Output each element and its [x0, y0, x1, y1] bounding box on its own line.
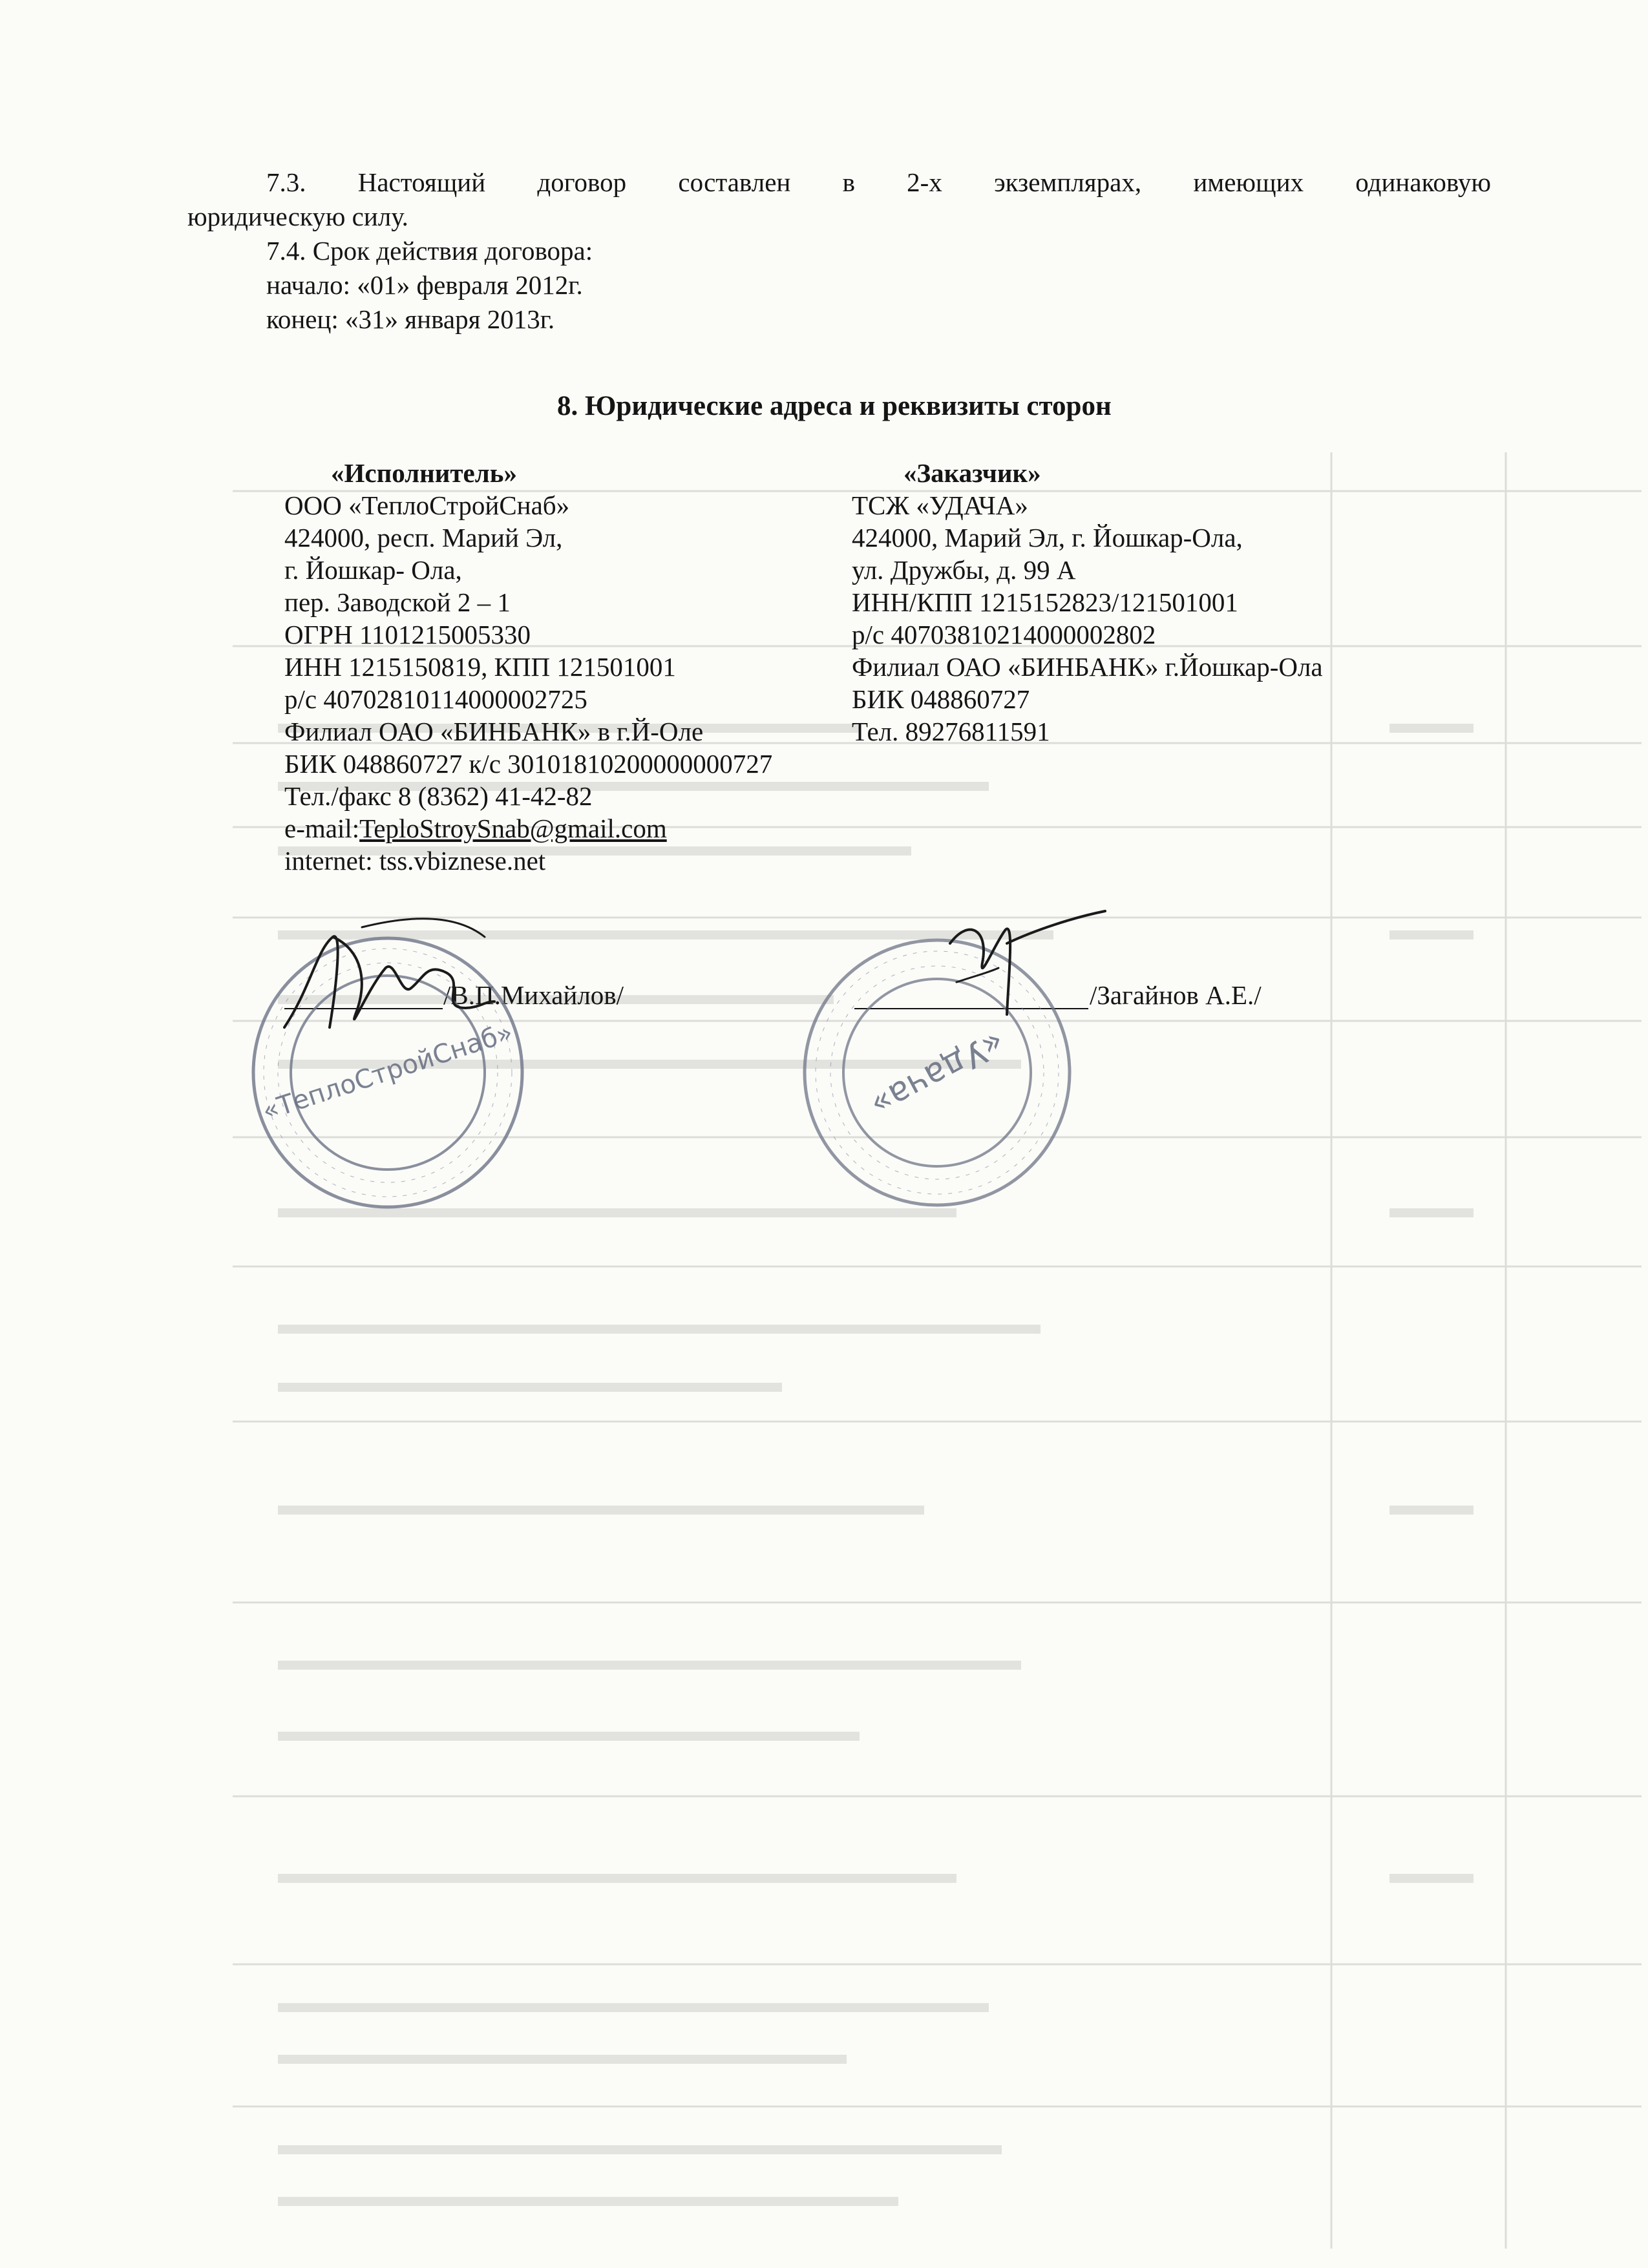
section-8-title: 8. Юридические адреса и реквизиты сторон: [557, 391, 1112, 421]
executor-phone: Тел./факс 8 (8362) 41-42-82: [284, 781, 593, 811]
executor-internet: internet: tss.vbiznese.net: [284, 846, 546, 876]
customer-inn-kpp: ИНН/КПП 1215152823/121501001: [852, 587, 1238, 617]
executor-address-line: г. Йошкар- Ола,: [284, 555, 462, 585]
customer-address-line: ул. Дружбы, д. 99 А: [852, 555, 1076, 585]
executor-account: р/с 40702810114000002725: [284, 684, 587, 714]
executor-inn-kpp: ИНН 1215150819, КПП 121501001: [284, 652, 676, 682]
executor-heading: «Исполнитель»: [331, 458, 517, 488]
customer-bank: Филиал ОАО «БИНБАНК» г.Йошкар-Ола: [852, 652, 1323, 682]
contract-start-date: начало: «01» февраля 2012г.: [266, 270, 583, 300]
executor-address-line: пер. Заводской 2 – 1: [284, 587, 511, 617]
executor-stamp-text: «ТеплоСтройСнаб»: [259, 1017, 517, 1127]
clause-7-3-line-1: 7.3. Настоящий договор составлен в 2-х экземплярах, имеющих одинаковую: [266, 167, 1491, 197]
executor-ogrn: ОГРН 1101215005330: [284, 620, 531, 649]
customer-company: ТСЖ «УДАЧА»: [852, 490, 1028, 520]
customer-stamp-text: «Удача»: [863, 1022, 1011, 1125]
clause-7-3-line-2: юридическую силу.: [187, 202, 408, 231]
customer-signature-name: /Загайнов А.Е./: [1090, 980, 1262, 1010]
customer-account: р/с 40703810214000002802: [852, 620, 1156, 649]
executor-address-line: 424000, респ. Марий Эл,: [284, 523, 563, 552]
executor-handwritten-signature: [271, 911, 504, 1053]
executor-signature-name: /В.П.Михайлов/: [443, 980, 624, 1010]
customer-bik: БИК 048860727: [852, 684, 1030, 714]
customer-address-line: 424000, Марий Эл, г. Йошкар-Ола,: [852, 523, 1243, 552]
executor-email-row: [284, 813, 667, 844]
executor-bank: Филиал ОАО «БИНБАНК» в г.Й-Оле: [284, 717, 704, 746]
customer-handwritten-signature: [931, 905, 1125, 1021]
executor-email-label: e-mail:: [284, 814, 360, 843]
customer-heading: «Заказчик»: [903, 458, 1041, 488]
executor-email-link[interactable]: TeploStroySnab@gmail.com: [359, 814, 667, 843]
clause-7-4: 7.4. Срок действия договора:: [266, 236, 593, 266]
contract-end-date: конец: «31» января 2013г.: [266, 304, 555, 334]
executor-bik: БИК 048860727 к/с 30101810200000000727: [284, 749, 773, 779]
executor-company: ООО «ТеплоСтройСнаб»: [284, 490, 570, 520]
customer-phone: Тел. 89276811591: [852, 717, 1050, 746]
